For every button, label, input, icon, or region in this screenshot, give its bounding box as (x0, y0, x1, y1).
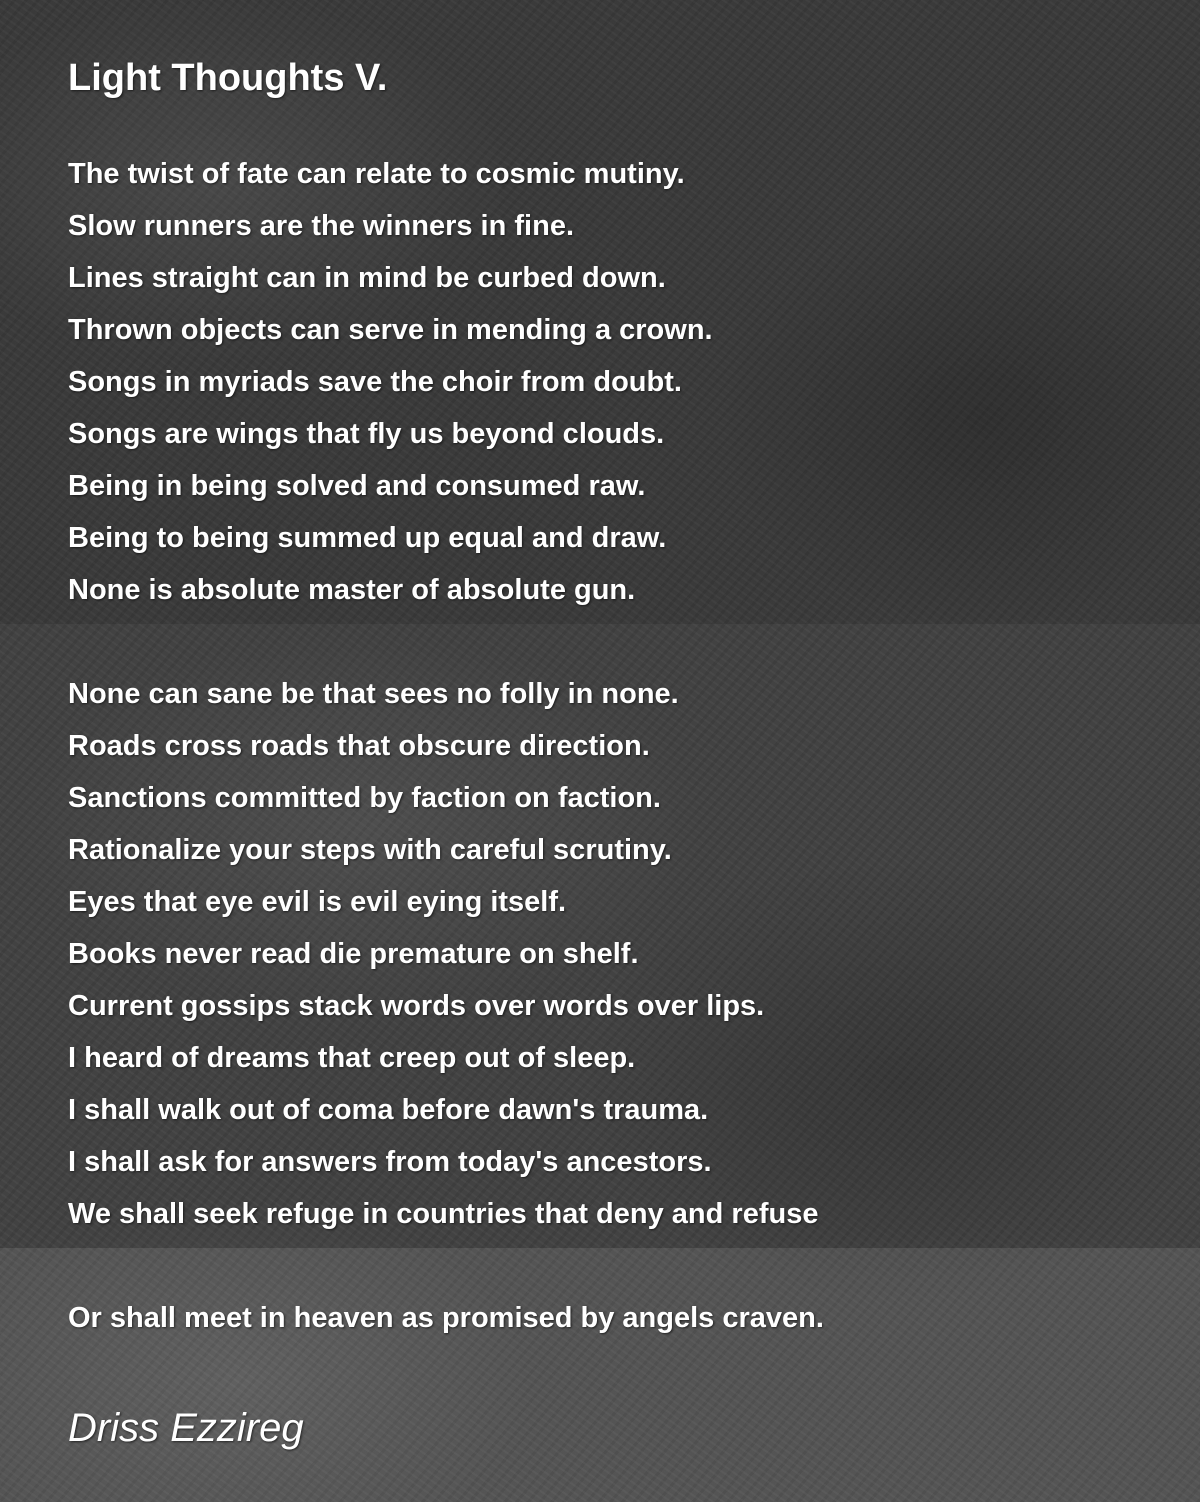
stanza-3 (68, 1292, 1148, 1344)
poem-line: I heard of dreams that creep out of sleep. (68, 1042, 636, 1074)
poem-line: Lines straight can in mind be curbed down. (68, 262, 666, 294)
poem-line: I shall ask for answers from today's ancestors. (68, 1146, 712, 1178)
poem-line: We shall seek refuge in countries that deny and refuse (68, 1198, 819, 1230)
poem-line: Slow runners are the winners in fine. (68, 210, 574, 242)
poem-line: The twist of fate can relate to cosmic mutiny. (68, 158, 685, 190)
poem (68, 52, 1148, 1344)
poem-author: Driss Ezzireg (68, 1406, 304, 1450)
poem-line: None is absolute master of absolute gun. (68, 574, 636, 606)
poem-line: I shall walk out of coma before dawn's trauma. (68, 1094, 709, 1126)
poem-line: Books never read die premature on shelf. (68, 938, 639, 970)
poem-line: Rationalize your steps with careful scrutiny. (68, 834, 672, 866)
poem-line: Thrown objects can serve in mending a crown. (68, 314, 713, 346)
poem-line: Sanctions committed by faction on faction. (68, 782, 661, 814)
poem-line: Songs are wings that fly us beyond clouds. (68, 418, 665, 450)
stanza-2 (68, 668, 1148, 1240)
poem-line: Being in being solved and consumed raw. (68, 470, 646, 502)
poem-line: Being to being summed up equal and draw. (68, 522, 667, 554)
stanza-1 (68, 148, 1148, 616)
poem-title: Light Thoughts V. (68, 57, 388, 99)
poem-line: Eyes that eye evil is evil eying itself. (68, 886, 567, 918)
poem-line: Songs in myriads save the choir from doubt. (68, 366, 682, 398)
poem-line: Current gossips stack words over words over lips. (68, 990, 765, 1022)
poem-line: None can sane be that sees no folly in none. (68, 678, 679, 710)
poem-line: Roads cross roads that obscure direction. (68, 730, 650, 762)
poem-line: Or shall meet in heaven as promised by angels craven. (68, 1302, 824, 1334)
